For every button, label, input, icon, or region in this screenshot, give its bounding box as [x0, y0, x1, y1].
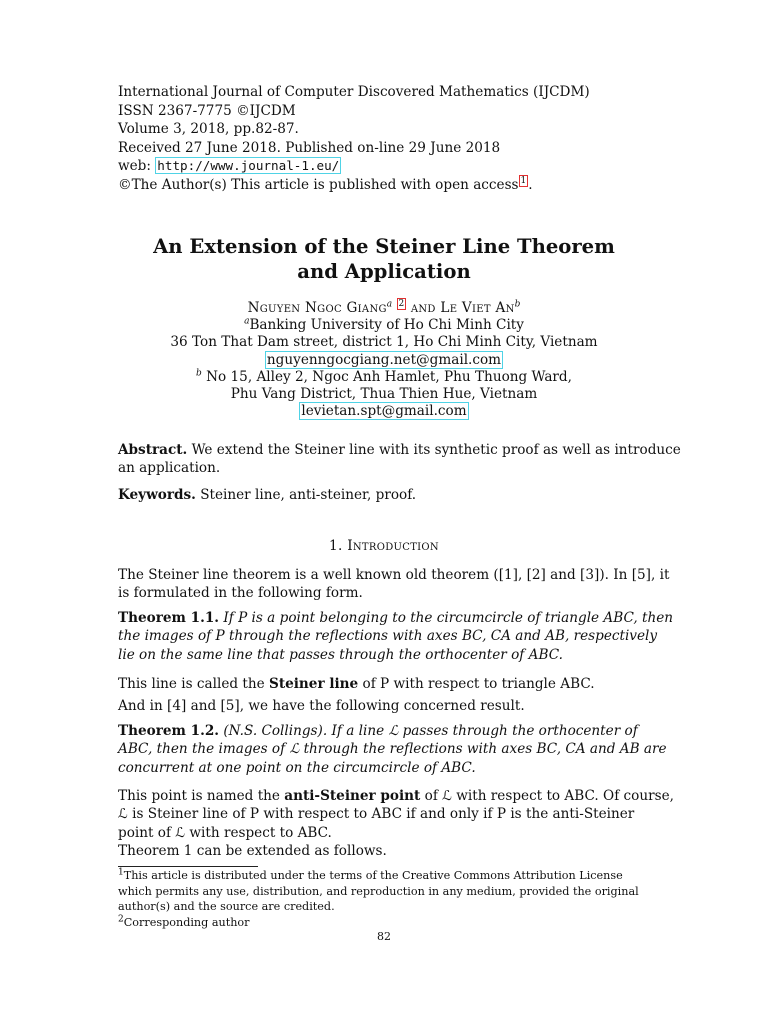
- author-1: Nguyen Ngoc Giang: [247, 300, 387, 316]
- title-line-1: An Extension of the Steiner Line Theorem: [153, 235, 615, 258]
- abstract-label: Abstract.: [118, 442, 188, 458]
- anti-steiner-term: anti-Steiner point: [284, 788, 421, 804]
- steiner-post: of P with respect to triangle ABC.: [358, 676, 595, 692]
- affiliation-a: [0, 317, 768, 334]
- theorem-1-2-line-1: If a line ℒ passes through the orthocenter of: [327, 723, 638, 739]
- abstract-text-2: an application.: [118, 460, 221, 477]
- footnote-1-line-1: This article is distributed under the terms of the Creative Commons Attribution License: [123, 869, 623, 882]
- theorem-1-2-label: Theorem 1.2.: [118, 723, 220, 739]
- email-b-link[interactable]: levietan.spt@gmail.com: [301, 403, 467, 420]
- paper-title: [0, 234, 768, 284]
- footnote-2-link[interactable]: 2: [398, 299, 405, 310]
- volume: Volume 3, 2018, pp.82-87.: [118, 121, 299, 138]
- keywords: [118, 486, 652, 504]
- web-line: [118, 157, 590, 176]
- issn: ISSN 2367-7775 ©IJCDM: [118, 102, 296, 119]
- keywords-label: Keywords.: [118, 487, 196, 503]
- theorem-1-2-line-2: ABC, then the images of ℒ through the reflections with axes BC, CA and AB are: [118, 741, 667, 758]
- theorem-1-2-line-3: concurrent at one point on the circumcircle of ABC.: [118, 759, 476, 776]
- open-access-line: [118, 176, 590, 195]
- affiliation-b: [0, 369, 768, 386]
- footnote-rule: [118, 866, 258, 867]
- anti-line-3: point of ℒ with respect to ABC.: [118, 824, 332, 841]
- affil-a-name: Banking University of Ho Chi Minh City: [249, 317, 524, 334]
- abstract: [118, 441, 681, 478]
- theorem-1-1-line-2: the images of P through the reflections with axes BC, CA and AB, respectively: [118, 628, 658, 645]
- email-b-line: [0, 403, 768, 420]
- anti-steiner-paragraph: [118, 787, 674, 861]
- author-and: and: [406, 300, 441, 316]
- anti-line-2: ℒ is Steiner line of P with respect to ABC if and only if P is the anti-Steiner: [118, 806, 635, 823]
- theorem-1-1: [118, 609, 674, 664]
- received-date: Received 27 June 2018. Published on-line 29 June 2018: [118, 139, 501, 156]
- theorem-1-2: [118, 722, 667, 777]
- affiliation-b-line-2: Phu Vang District, Thua Thien Hue, Vietnam: [230, 386, 538, 403]
- steiner-term: Steiner line: [269, 676, 359, 692]
- anti-pre: This point is named the: [118, 788, 285, 804]
- theorem-1-1-line-3: lie on the same line that passes through the orthocenter of ABC.: [118, 646, 563, 663]
- open-access-period: .: [528, 176, 533, 193]
- keywords-text: Steiner line, anti-steiner, proof.: [195, 487, 417, 503]
- anti-line-4: Theorem 1 can be extended as follows.: [118, 843, 387, 860]
- steiner-pre: This line is called the: [118, 676, 269, 692]
- authors-block: [0, 300, 768, 420]
- author-2-affil-mark: b: [514, 299, 521, 310]
- journal-url-link[interactable]: http://www.journal-1.eu/: [157, 158, 340, 174]
- theorem-1-2-attribution: (N.S. Collings).: [219, 723, 328, 739]
- theorem-1-1-label: Theorem 1.1.: [118, 610, 220, 626]
- footnote-1-mark: 1: [118, 867, 124, 878]
- intro-paragraph: [118, 566, 670, 603]
- intro-line-2: is formulated in the following form.: [118, 585, 363, 602]
- author-line: [0, 300, 768, 317]
- title-line-2: and Application: [297, 260, 471, 283]
- affiliation-a-address: 36 Ton That Dam street, district 1, Ho Chi Minh City, Vietnam: [170, 334, 598, 351]
- steiner-line-paragraph: [118, 675, 652, 693]
- affil-b-line-1: No 15, Alley 2, Ngoc Anh Hamlet, Phu Thuong Ward,: [201, 368, 572, 385]
- journal-header: [118, 83, 590, 195]
- abstract-text-1: We extend the Steiner line with its synthetic proof as well as introduce: [187, 442, 681, 458]
- footnote-2-text: Corresponding author: [123, 915, 250, 929]
- footnotes: [118, 868, 652, 930]
- affil-a-mark: a: [244, 316, 250, 327]
- footnote-1-link[interactable]: 1: [520, 176, 527, 187]
- email-a-link[interactable]: nguyenngocgiang.net@gmail.com: [266, 351, 502, 368]
- intro-line-1: The Steiner line theorem is a well known old theorem ([1], [2] and [3]). In [5], it: [118, 567, 670, 583]
- footnote-2-mark: 2: [118, 914, 124, 925]
- open-access-text: ©The Author(s) This article is published with open access: [118, 176, 519, 193]
- affil-b-mark: b: [196, 368, 202, 379]
- page-number: 82: [377, 930, 391, 943]
- anti-post: of ℒ with respect to ABC. Of course,: [420, 788, 674, 804]
- theorem-1-1-line-1: If P is a point belonging to the circumcircle of triangle ABC, then: [219, 610, 674, 626]
- footnote-1-line-2: which permits any use, distribution, and reproduction in any medium, provided the original: [118, 884, 639, 898]
- author-1-affil-mark: a: [386, 299, 393, 310]
- concerned-result-paragraph: [118, 697, 652, 715]
- journal-name: International Journal of Computer Discovered Mathematics (IJCDM): [118, 84, 590, 100]
- concerned-result-text: And in [4] and [5], we have the following concerned result.: [118, 698, 525, 714]
- section-heading-introduction: 1. Introduction: [329, 538, 439, 554]
- email-a-line: [0, 352, 768, 369]
- author-2: Le Viet An: [440, 300, 515, 316]
- web-prefix: web:: [118, 158, 156, 175]
- footnote-1-line-3: author(s) and the source are credited.: [118, 900, 335, 914]
